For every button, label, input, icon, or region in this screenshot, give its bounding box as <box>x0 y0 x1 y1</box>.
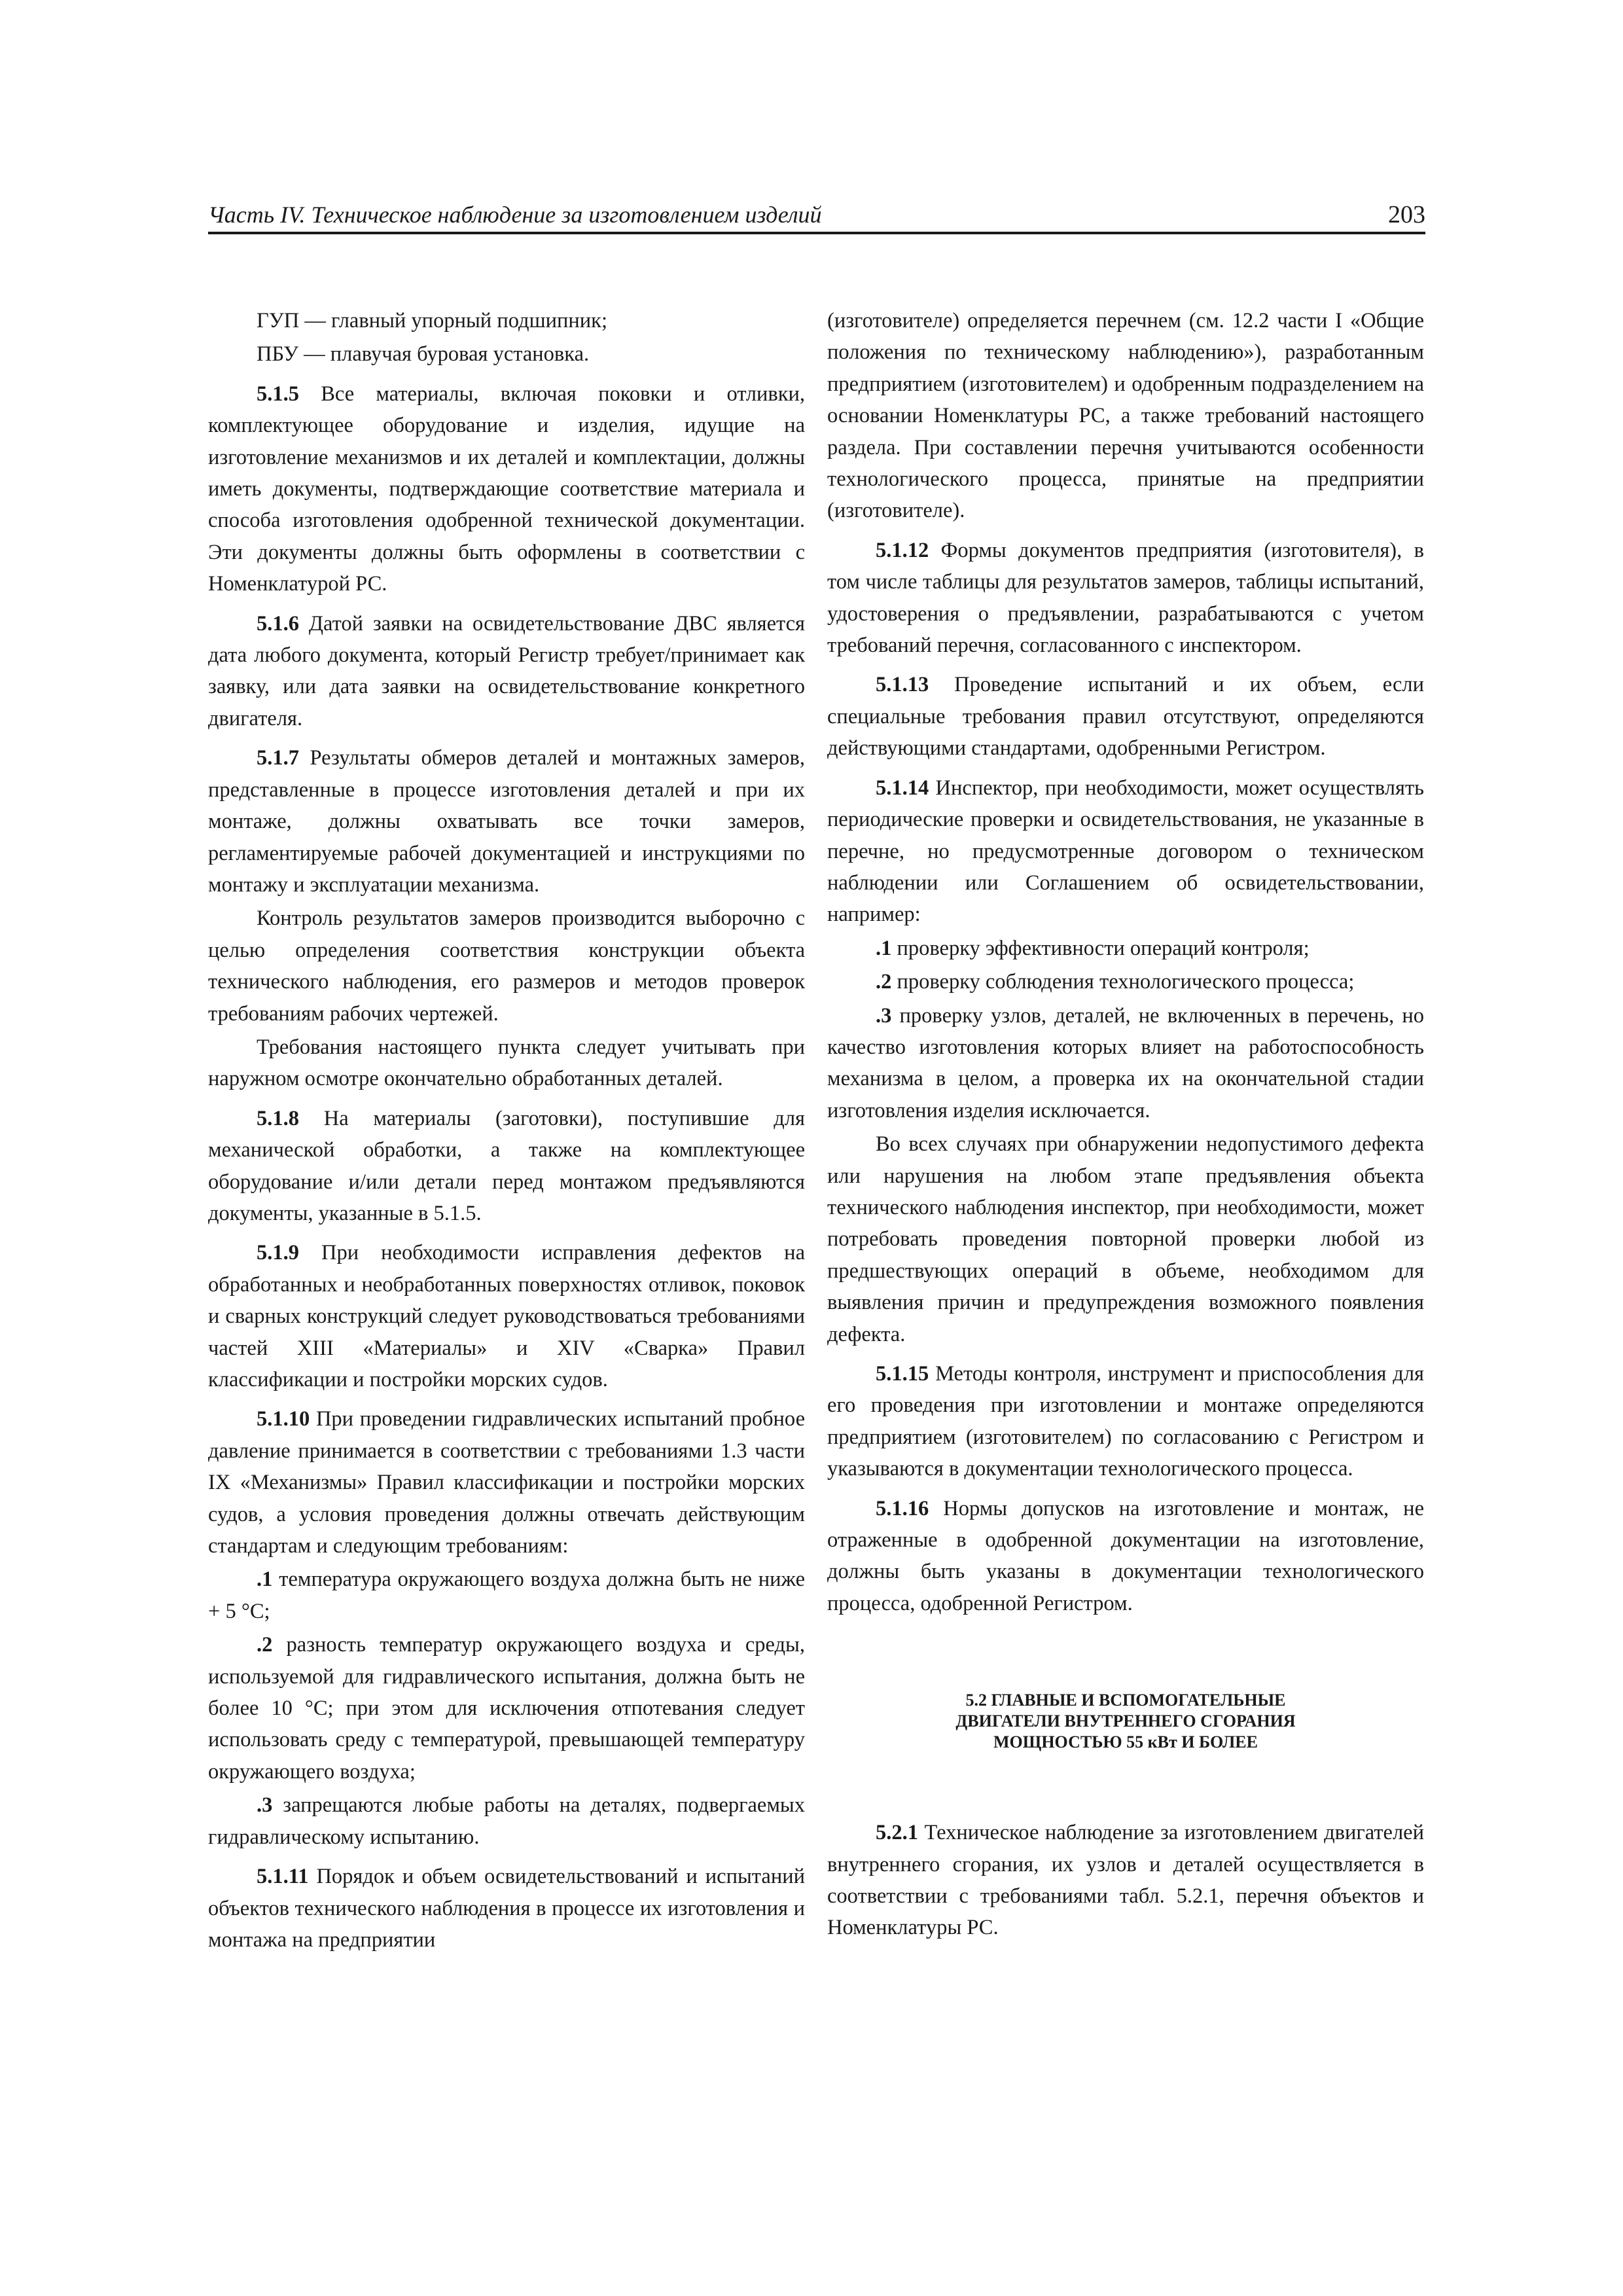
clause-number: 5.1.7 <box>257 746 299 770</box>
right-column <box>827 305 1424 1944</box>
paragraph <box>208 1789 805 1853</box>
paragraph <box>827 1493 1424 1620</box>
paragraph <box>827 966 1424 997</box>
paragraph-text: ПБУ — плавучая буровая установка. <box>257 342 590 367</box>
clause-number: .3 <box>257 1793 273 1818</box>
section-heading <box>827 1690 1424 1753</box>
page-number: 203 <box>1388 201 1425 228</box>
clause-number: 5.1.15 <box>876 1362 929 1386</box>
section-heading-line: МОЩНОСТЬЮ 55 кВт И БОЛЕЕ <box>993 1732 1258 1752</box>
paragraph <box>827 305 1424 527</box>
paragraph-text: Требования настоящего пункта следует учитывать при наружном осмотре окончательно обработанных деталей. <box>208 1035 805 1091</box>
clause-number: 5.1.10 <box>257 1407 310 1431</box>
clause-number: 5.1.11 <box>257 1865 309 1889</box>
paragraph <box>208 608 805 735</box>
clause-number: 5.1.5 <box>257 382 299 406</box>
paragraph-text: Нормы допусков на изготовление и монтаж, не отраженные в одобренной документации на изготовление, должны быть указаны в документации технологического процесса, одобренной Регистром. <box>827 1496 1424 1615</box>
paragraph-text: проверку соблюдения технологического процесса; <box>897 970 1355 994</box>
paragraph-text: ГУП — главный упорный подшипник; <box>257 309 607 332</box>
paragraph-text: Техническое наблюдение за изготовлением двигателей внутреннего сгорания, их узлов и деталей осуществляется в соответствии с требованиями табл. 5.2.1, перечня объектов и Номенклатуры РС. <box>827 1821 1425 1940</box>
paragraph-text: Порядок и объем освидетельствований и испытаний объектов технического наблюдения в процессе их изготовления и монтажа на предприятии <box>208 1865 805 1952</box>
clause-number: 5.1.8 <box>257 1106 299 1130</box>
paragraph-text: запрещаются любые работы на деталях, подвергаемых гидравлическому испытанию. <box>208 1793 805 1849</box>
paragraph <box>208 903 805 1030</box>
paragraph-text: На материалы (заготовки), поступившие для механической обработки, а также на комплектующее оборудование и/или детали перед монтажом предъявляются документы, указанные в 5.1.5. <box>208 1106 805 1225</box>
paragraph <box>827 1358 1424 1485</box>
paragraph <box>208 1861 805 1956</box>
clause-number: .2 <box>257 1633 273 1657</box>
clause-number: 5.1.16 <box>876 1496 929 1520</box>
paragraph <box>208 305 805 336</box>
clause-number: .1 <box>876 936 892 960</box>
running-header <box>208 198 1425 234</box>
paragraph-text: Все материалы, включая поковки и отливки, комплектующее оборудование и изделия, идущие на изготовление механизмов и их деталей и комплектации, должны иметь документы, подтверждающие соответствие материала и способа изготовления одобренной технической документации. Эти документы должны быть оформлены в соответствии с Номенклатурой РС. <box>208 382 806 596</box>
paragraph-text: проверку узлов, деталей, не включенных в перечень, но качество изготовления которых влияет на работоспособность механизма в целом, а проверка их на окончательной стадии изготовления изделия исключается. <box>827 1003 1424 1122</box>
paragraph <box>827 1817 1424 1944</box>
paragraph-text: (изготовителе) определяется перечнем (см. 12.2 части I «Общие положения по техническому наблюдению»), разработанным предприятием (изготовителем) и одобренным подразделением на основании Номенклатуры РС, а также требований настоящего раздела. При составлении перечня учитываются особенности технологического процесса, принятые на предприятии (изготовителе). <box>827 309 1424 523</box>
clause-number: 5.1.13 <box>876 673 929 697</box>
paragraph-text: Датой заявки на освидетельствование ДВС является дата любого документа, который Регистр требует/принимает как заявку, или дата заявки на освидетельствование конкретного двигателя. <box>208 611 806 730</box>
paragraph <box>827 933 1424 964</box>
left-column <box>208 305 805 1956</box>
paragraph <box>208 742 805 901</box>
header-title: Часть IV. Техническое наблюдение за изготовлением изделий <box>208 202 822 228</box>
clause-number: 5.2.1 <box>876 1821 918 1845</box>
paragraph-text: Во всех случаях при обнаружении недопустимого дефекта или нарушения на любом этапе предъявления объекта технического наблюдения инспектор, при необходимости, может потребовать проведения повторной проверки любой из предшествующих операций в объеме, необходимом для выявления причин и предупреждения возможного появления дефекта. <box>827 1132 1424 1346</box>
clause-number: .3 <box>876 1003 892 1028</box>
paragraph-text: Проведение испытаний и их объем, если специальные требования правил отсутствуют, определяются действующими стандартами, одобренными Регистром. <box>827 673 1425 761</box>
paragraph-text: разность температур окружающего воздуха и среды, используемой для гидравлического испытания, должна быть не более 10 °С; при этом для исключения отпотевания следует использовать среду с температурой, превышающей температуру окружающего воздуха; <box>208 1633 805 1784</box>
paragraph <box>827 535 1424 662</box>
section-heading-line: 5.2 ГЛАВНЫЕ И ВСПОМОГАТЕЛЬНЫЕ <box>965 1691 1286 1710</box>
paragraph <box>208 1564 805 1627</box>
clause-number: 5.1.9 <box>257 1241 299 1265</box>
paragraph <box>827 669 1424 764</box>
paragraph-text: Инспектор, при необходимости, может осуществлять периодические проверки и освидетельствования, не указанные в перечне, но предусмотренные договором о техническом наблюдении или Соглашением об освидетельствовании, например: <box>827 776 1424 927</box>
clause-number: 5.1.12 <box>876 538 929 562</box>
paragraph-text: При проведении гидравлических испытаний пробное давление принимается в соответствии с требованиями 1.3 части IX «Механизмы» Правил классификации и постройки морских судов, а условия проведения должны отвечать действующим стандартам и следующим требованиям: <box>208 1407 805 1558</box>
clause-number: .1 <box>257 1568 273 1592</box>
paragraph-text: Результаты обмеров деталей и монтажных замеров, представленные в процессе изготовления деталей и при их монтаже, должны охватывать все точки замеров, регламентируемые рабочей документацией и инструкциями по монтажу и эксплуатации механизма. <box>208 746 806 897</box>
paragraph-text: Контроль результатов замеров производится выборочно с целью определения соответствия конструкции объекта технического наблюдения, его размеров и методов проверок требованиям рабочих чертежей. <box>208 906 805 1026</box>
paragraph-text: Методы контроля, инструмент и приспособления для его проведения при изготовлении и монтаже определяются предприятием (изготовителем) по согласованию с Регистром и указываются в документации технологического процесса. <box>827 1362 1424 1481</box>
paragraph <box>827 1128 1424 1350</box>
paragraph <box>208 378 805 600</box>
paragraph <box>208 338 805 370</box>
paragraph <box>208 1031 805 1095</box>
paragraph <box>208 1629 805 1787</box>
clause-number: 5.1.14 <box>876 776 929 800</box>
paragraph <box>208 1403 805 1562</box>
paragraph-text: температура окружающего воздуха должна быть не ниже + 5 °С; <box>208 1568 805 1623</box>
paragraph-text: проверку эффективности операций контроля; <box>897 936 1310 960</box>
paragraph <box>827 1000 1424 1127</box>
paragraph-text: Формы документов предприятия (изготовителя), в том числе таблицы для результатов замеров, таблицы испытаний, удостоверения о предъявлении, разрабатываются с учетом требований перечня, согласованного с инспектором. <box>827 538 1424 658</box>
paragraph <box>827 772 1424 931</box>
clause-number: .2 <box>876 970 892 994</box>
paragraph-text: При необходимости исправления дефектов на обработанных и необработанных поверхностях отливок, поковок и сварных конструкций следует руководствоваться требованиями частей XIII «Материалы» и XIV «Сварка» Правил классификации и постройки морских судов. <box>208 1241 806 1391</box>
section-heading-line: ДВИГАТЕЛИ ВНУТРЕННЕГО СГОРАНИЯ <box>955 1712 1296 1731</box>
paragraph <box>208 1237 805 1395</box>
clause-number: 5.1.6 <box>257 611 299 636</box>
paragraph <box>208 1103 805 1230</box>
